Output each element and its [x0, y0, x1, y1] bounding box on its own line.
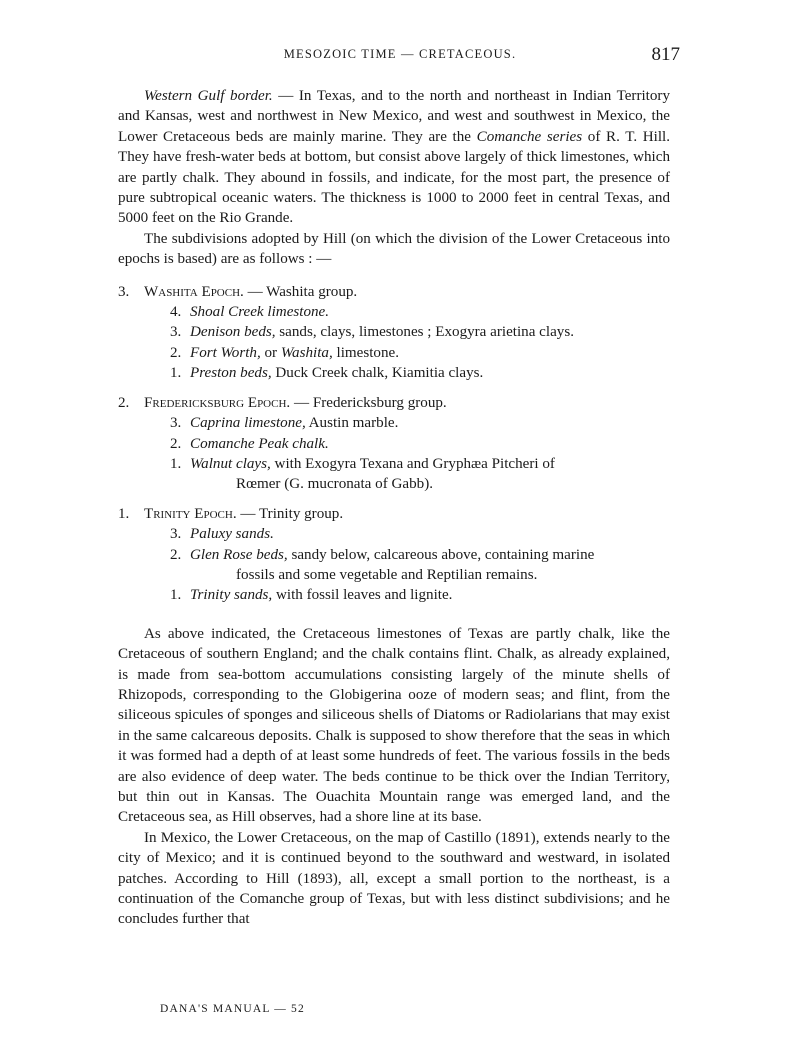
intro-text-1: — In Texas, and to the north and northeast in Indian Territory and Kansas, west and northwest in New Mexico, and west and southwest in Mexico, the Lower Cretaceous beds are mainly marine. They are the	[118, 88, 670, 145]
formation-text	[170, 343, 670, 363]
paragraph-chalk: As above indicated, the Cretaceous limestones of Texas are partly chalk, like the Cretaceous of southern England; and the chalk contains flint. Chalk, as already explained, is made from sea-bottom accumulations consisting largely of the minute shells of Rhizopods, corresponding to the Globigerina ooze of modern seas; and flint, from the siliceous spicules of sponges and siliceous shells of Diatoms or Radiolarians that may exist in the same calcareous deposits. Chalk is supposed to show therefore that the seas in which it was formed had a depth of at least some hundreds of feet. The various fossils in the beds are also evidence of deep water. The beds continue to be thick over the Indian Territory, but thin out in Kansas. The Ouachita Mountain range was emerged land, and the Cretaceous sea, as Hill observes, had a shore line at its base.	[118, 625, 670, 826]
running-head: MESOZOIC TIME — CRETACEOUS.	[283, 47, 517, 61]
formation-text	[170, 363, 670, 383]
formation-alt-name: Washita,	[280, 344, 333, 361]
formation-number: 2.	[170, 435, 182, 452]
formation-text	[170, 302, 670, 322]
epoch-group: — Washita group.	[243, 283, 358, 300]
formation-description: with Exogyra Texana and Gryphæa Pitcheri of	[270, 455, 555, 472]
epoch-number: 2.	[118, 394, 130, 411]
formation-description: Duck Creek chalk, Kiamitia clays.	[271, 365, 484, 382]
formation-text	[170, 322, 670, 342]
formation-description: limestone.	[332, 344, 399, 361]
formation-name: Comanche Peak chalk.	[190, 435, 329, 452]
epoch-entry	[118, 504, 670, 606]
formation-number: 3.	[170, 324, 182, 341]
epoch-group: — Trinity group.	[236, 505, 344, 522]
formation-item	[118, 434, 670, 454]
formation-name: Preston beds,	[190, 365, 272, 382]
epoch-group: — Fredericksburg group.	[290, 394, 447, 411]
epoch-list	[118, 282, 670, 606]
series-name: Comanche series	[476, 128, 583, 145]
epoch-name: Washita Epoch.	[144, 283, 244, 300]
formation-item	[118, 545, 670, 586]
formation-name: Fort Worth,	[190, 344, 261, 361]
formation-item	[118, 322, 670, 342]
formation-item	[118, 343, 670, 363]
formation-text	[170, 434, 670, 454]
formation-number: 2.	[170, 344, 182, 361]
epoch-number: 3.	[118, 283, 130, 300]
formation-name: Denison beds,	[190, 324, 276, 341]
signature-mark: DANA'S MANUAL — 52	[160, 1003, 305, 1015]
formation-text	[170, 524, 670, 544]
formation-number: 1.	[170, 365, 182, 382]
subdivisions-intro: The subdivisions adopted by Hill (on which the division of the Lower Cretaceous into epochs is based) are as follows : —	[118, 230, 670, 268]
formation-item	[118, 585, 670, 605]
intro-paragraph	[118, 86, 670, 229]
formation-number: 2.	[170, 546, 182, 563]
paragraph-mexico: In Mexico, the Lower Cretaceous, on the map of Castillo (1891), extends nearly to the city of Mexico; and it is continued beyond to the southward and westward, in isolated patches. According to Hill (1893), all, except a small portion to the northeast, is a continuation of the Comanche group of Texas, but with less distinct subdivisions; and he concludes further that	[118, 829, 670, 928]
epoch-entry	[118, 393, 670, 495]
formation-name: Walnut clays,	[190, 455, 271, 472]
epoch-heading	[118, 393, 670, 413]
epoch-entry	[118, 282, 670, 384]
formation-item	[118, 363, 670, 383]
formation-description: sandy below, calcareous above, containing marine	[287, 546, 595, 563]
page-header	[0, 44, 800, 66]
body-text	[118, 86, 670, 930]
intro-text-2: of R. T. Hill. They have fresh-water beds at bottom, but consist above largely of thick limestones, which are partly chalk. They abound in fossils, and indicate, for the most part, the presence of pure subtropical oceanic waters. The thickness is 1000 to 2000 feet in central Texas, and 5000 feet on the Rio Grande.	[118, 128, 671, 227]
formation-text	[170, 454, 670, 474]
formation-item	[118, 524, 670, 544]
formation-description: Austin marble.	[305, 415, 399, 432]
formation-continuation: Rœmer (G. mucronata of Gabb).	[236, 476, 433, 493]
formation-text	[170, 585, 670, 605]
formation-name: Shoal Creek limestone.	[190, 304, 330, 321]
formation-number: 4.	[170, 304, 182, 321]
formation-name: Caprina limestone,	[190, 415, 306, 432]
formation-number: 3.	[170, 415, 182, 432]
formation-name: Paluxy sands.	[190, 526, 274, 543]
formation-item	[118, 413, 670, 433]
formation-description: sands, clays, limestones ; Exogyra arietina clays.	[275, 324, 574, 341]
formation-connector: or	[260, 344, 281, 361]
formation-text	[170, 413, 670, 433]
formation-name: Glen Rose beds,	[190, 546, 288, 563]
section-heading: Western Gulf border.	[144, 88, 273, 104]
epoch-heading	[118, 504, 670, 524]
formation-continuation: fossils and some vegetable and Reptilian remains.	[236, 566, 538, 583]
formation-item	[118, 454, 670, 495]
formation-number: 1.	[170, 455, 182, 472]
page-number: 817	[651, 44, 680, 65]
discussion	[118, 624, 670, 930]
formation-text	[170, 545, 670, 565]
formation-name: Trinity sands,	[190, 587, 273, 604]
formation-item	[118, 302, 670, 322]
formation-number: 3.	[170, 526, 182, 543]
formation-description: with fossil leaves and lignite.	[272, 587, 453, 604]
epoch-name: Trinity Epoch.	[144, 505, 237, 522]
epoch-name: Fredericksburg Epoch.	[144, 394, 291, 411]
formation-number: 1.	[170, 587, 182, 604]
epoch-heading	[118, 282, 670, 302]
epoch-number: 1.	[118, 505, 130, 522]
